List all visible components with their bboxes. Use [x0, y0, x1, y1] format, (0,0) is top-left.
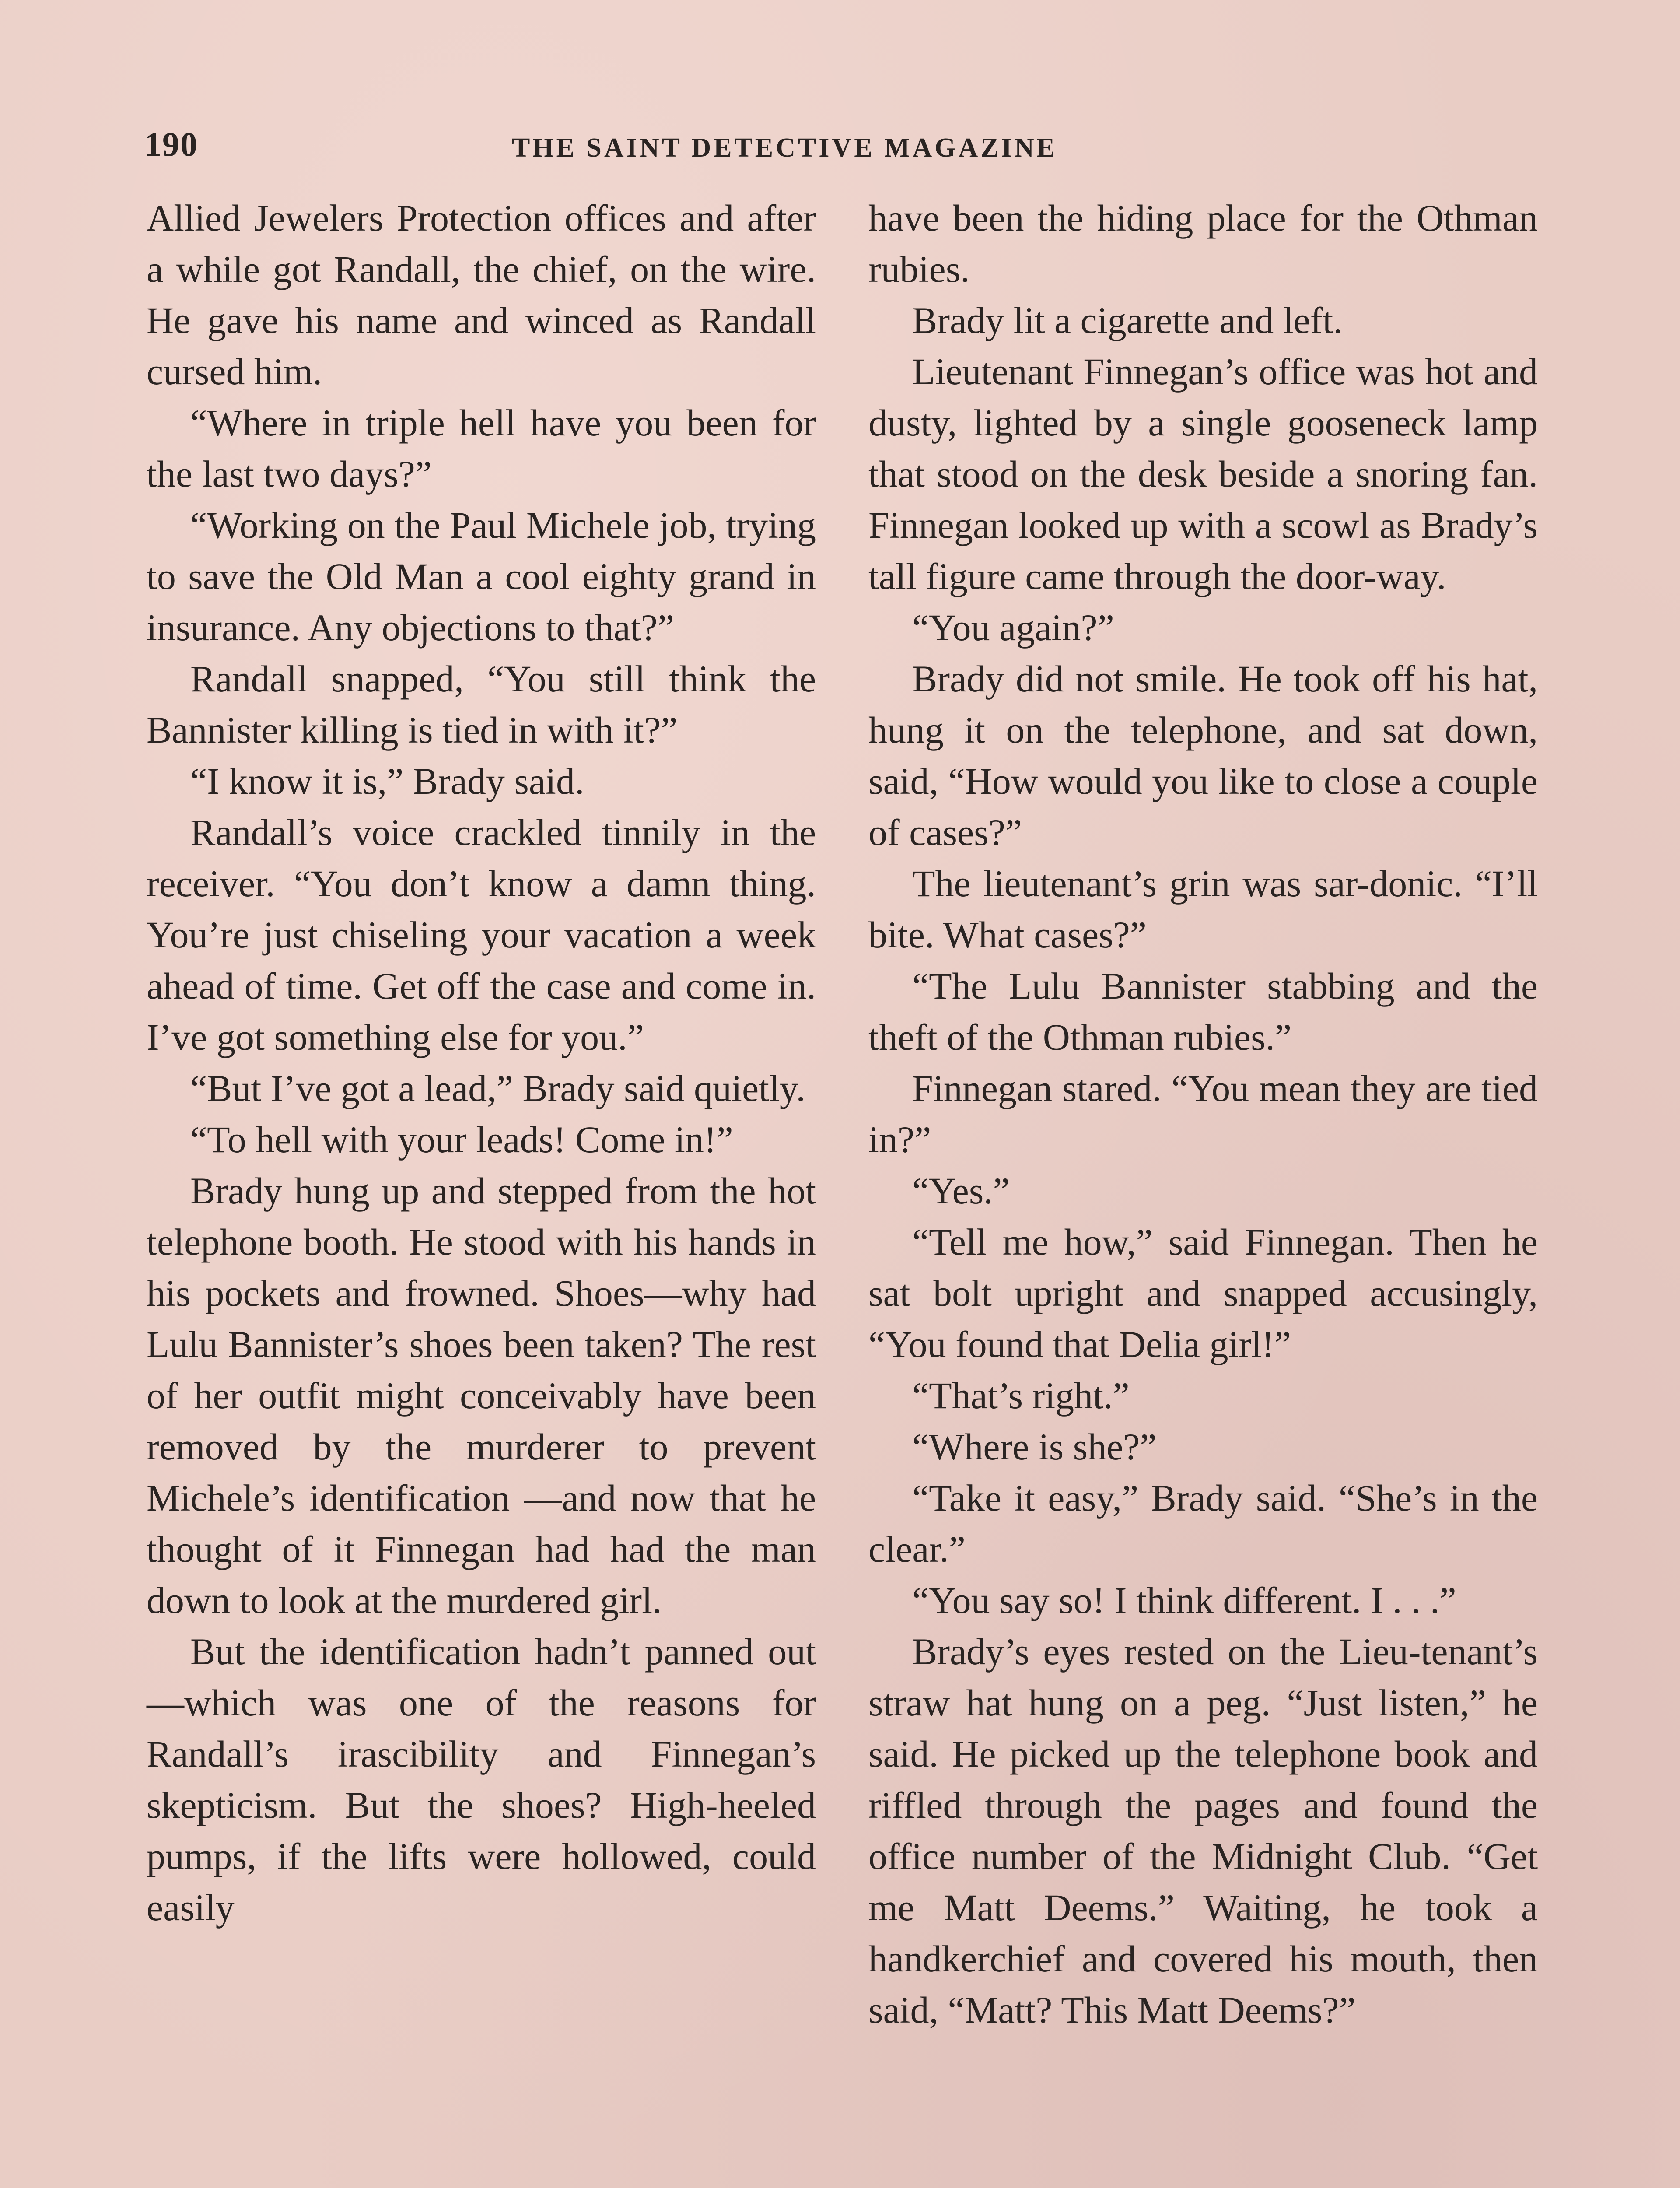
running-title: THE SAINT DETECTIVE MAGAZINE [512, 133, 1057, 163]
paragraph: Brady’s eyes rested on the Lieu-tenant’s straw hat hung on a peg. “Just listen,” he said. He picked up the telephone book and riffled through the pages and found the office number of the Midnight Club. “Get me Matt Deems.” Waiting, he took a handkerchief and covered his mouth, then said, “Matt? This Matt Deems?” [868, 1630, 1538, 2031]
paragraph: “To hell with your leads! Come in!” [190, 1119, 733, 1161]
paragraph: Finnegan stared. “You mean they are tied in?” [868, 1067, 1538, 1161]
paragraph: “Yes.” [912, 1170, 1010, 1212]
paragraph: “That’s right.” [912, 1375, 1130, 1417]
paragraph: Brady did not smile. He took off his hat, hung it on the telephone, and sat down, said, “How would you like to close a couple of cases?” [868, 658, 1538, 853]
page-number: 190 [144, 125, 198, 163]
paragraph: Lieutenant Finnegan’s office was hot and dusty, lighted by a single gooseneck lamp that stood on the desk beside a snoring fan. Finnegan looked up with a scowl as Brady’s tall figure came through the door-way. [868, 351, 1538, 597]
paragraph: Brady lit a cigarette and left. [912, 299, 1343, 341]
paragraph: “Take it easy,” Brady said. “She’s in the clear.” [868, 1477, 1538, 1570]
right-column [868, 193, 1538, 2036]
paragraph: Randall’s voice crackled tinnily in the receiver. “You don’t know a damn thing. You’re just chiseling your vacation a week ahead of time. Get off the case and come in. I’ve got something else for you.” [147, 811, 816, 1058]
paragraph: “Tell me how,” said Finnegan. Then he sat bolt upright and snapped accusingly, “You found that Delia girl!” [868, 1221, 1538, 1365]
paragraph: “Working on the Paul Michele job, trying to save the Old Man a cool eighty grand in insurance. Any objections to that?” [147, 504, 816, 649]
paragraph: Allied Jewelers Protection offices and after a while got Randall, the chief, on the wire. He gave his name and winced as Randall cursed him. [147, 197, 816, 393]
paragraph: The lieutenant’s grin was sar-donic. “I’ll bite. What cases?” [868, 863, 1538, 956]
paragraph: “You again?” [912, 607, 1114, 649]
paragraph: “I know it is,” Brady said. [190, 760, 584, 802]
paragraph: Brady hung up and stepped from the hot telephone booth. He stood with his hands in his pockets and frowned. Shoes—why had Lulu Bannister’s shoes been taken? The rest of her outfit might conceivably have been removed by the murderer to prevent Michele’s identification —and now that he thought of it Finnegan had had the man down to look at the murdered girl. [147, 1170, 816, 1621]
left-column [147, 193, 816, 1933]
paragraph: “Where in triple hell have you been for the last two days?” [147, 402, 816, 495]
paragraph: “But I’ve got a lead,” Brady said quietly. [190, 1067, 805, 1109]
paragraph: “You say so! I think different. I . . .” [912, 1579, 1456, 1621]
paragraph: Randall snapped, “You still think the Bannister killing is tied in with it?” [147, 658, 816, 751]
page-header [144, 125, 1536, 173]
paragraph: “The Lulu Bannister stabbing and the theft of the Othman rubies.” [868, 965, 1538, 1058]
paragraph: have been the hiding place for the Othman rubies. [868, 197, 1538, 290]
paragraph: But the identification hadn’t panned out—which was one of the reasons for Randall’s irascibility and Finnegan’s skepticism. But the shoes? High-heeled pumps, if the lifts were hollowed, could easily [147, 1630, 816, 1929]
paragraph: “Where is she?” [912, 1426, 1157, 1468]
